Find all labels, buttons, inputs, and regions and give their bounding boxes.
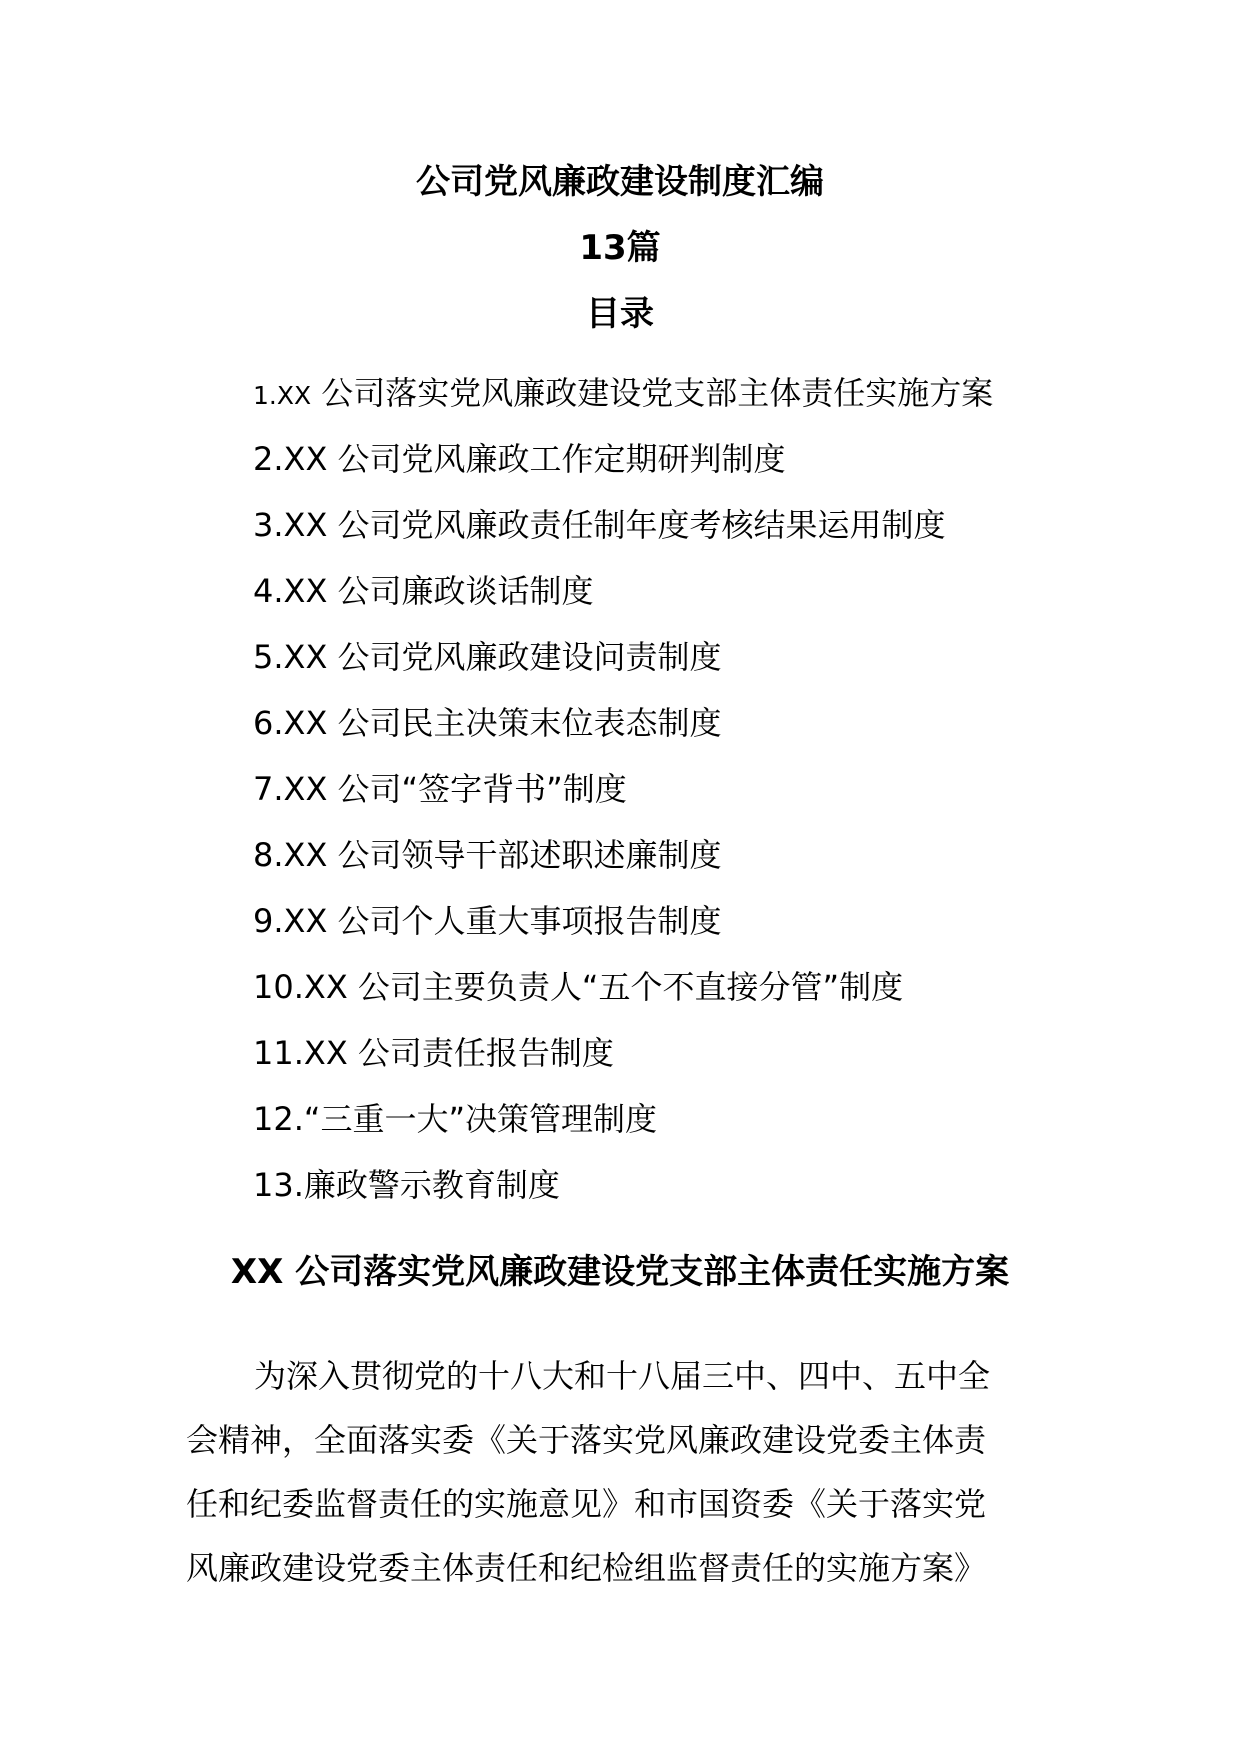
- toc-item-10: 10.XX 公司主要负责人“五个不直接分管”制度: [253, 968, 904, 1006]
- toc-item-2: 2.XX 公司党风廉政工作定期研判制度: [253, 440, 786, 478]
- body-paragraph: [186, 1344, 1050, 1600]
- toc-item-5: 5.XX 公司党风廉政建设问责制度: [253, 638, 722, 676]
- document-count: 13篇: [579, 228, 661, 268]
- paragraph-line: 风廉政建设党委主体责任和纪检组监督责任的实施方案》: [186, 1549, 987, 1587]
- document-title: 公司党风廉政建设制度汇编: [416, 162, 824, 202]
- paragraph-line: 任和纪委监督责任的实施意见》和市国资委《关于落实党: [186, 1485, 987, 1523]
- toc-item-9: 9.XX 公司个人重大事项报告制度: [253, 902, 722, 940]
- toc-item-3: 3.XX 公司党风廉政责任制年度考核结果运用制度: [253, 506, 946, 544]
- toc-item-text: 公司落实党风廉政建设党支部主体责任实施方案: [321, 374, 994, 412]
- toc-heading: 目录: [586, 294, 654, 334]
- toc-item-4: 4.XX 公司廉政谈话制度: [253, 572, 594, 610]
- toc-item-8: 8.XX 公司领导干部述职述廉制度: [253, 836, 722, 874]
- table-of-contents: [253, 360, 993, 1218]
- toc-item-7: 7.XX 公司“签字背书”制度: [253, 770, 627, 808]
- toc-item-12: 12.“三重一大”决策管理制度: [253, 1100, 658, 1138]
- paragraph-line: 为深入贯彻党的十八大和十八届三中、四中、五中全: [254, 1357, 991, 1395]
- toc-item-prefix: 1.XX: [253, 381, 312, 410]
- section-title: XX 公司落实党风廉政建设党支部主体责任实施方案: [230, 1252, 1010, 1292]
- paragraph-line: 会精神，全面落实委《关于落实党风廉政建设党委主体责: [186, 1421, 987, 1459]
- toc-item-13: 13.廉政警示教育制度: [253, 1166, 560, 1204]
- toc-item-11: 11.XX 公司责任报告制度: [253, 1034, 614, 1072]
- toc-item-6: 6.XX 公司民主决策末位表态制度: [253, 704, 722, 742]
- toc-item-1: [253, 360, 993, 426]
